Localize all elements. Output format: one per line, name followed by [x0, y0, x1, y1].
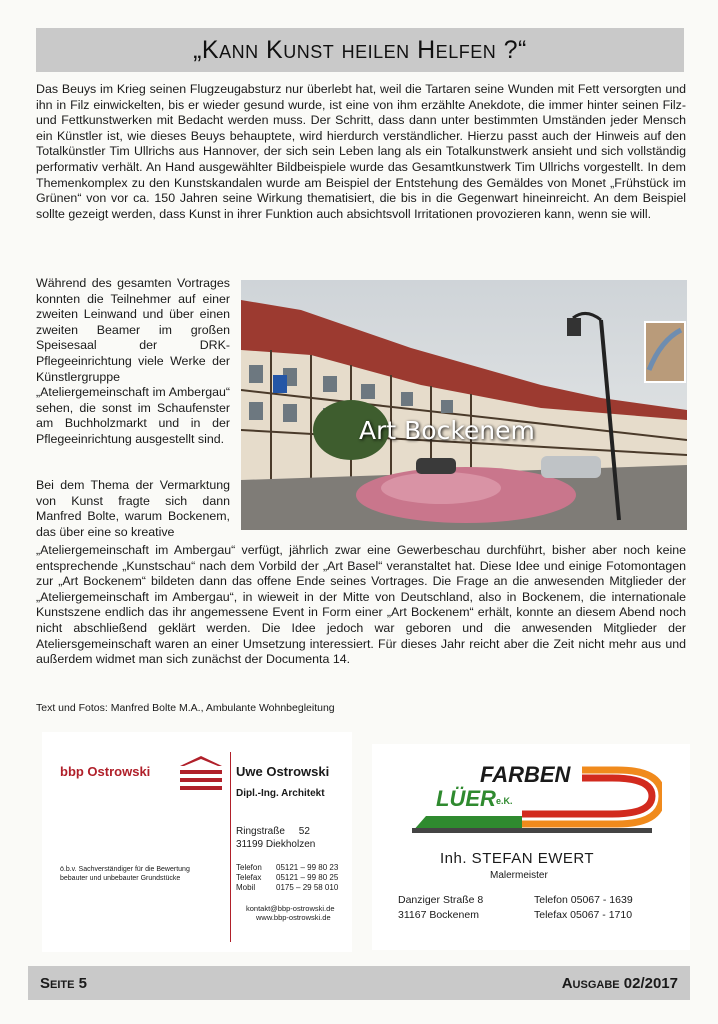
ostrowski-brand: bbp Ostrowski	[60, 764, 151, 779]
ostrowski-tagline-2: bebauter und unbebauter Grundstücke	[60, 875, 181, 882]
ostrowski-street: Ringstraße 52	[236, 826, 310, 837]
ad-farben-lueer	[372, 744, 690, 950]
ostrowski-tel-label: Telefon	[236, 863, 262, 872]
photo-caption: Art Bockenem	[359, 416, 535, 445]
intro-paragraph: Das Beuys im Krieg seinen Flugzeugabsturz nur überlebt hat, weil die Tartaren seine Wunden mit Fett versorgten und ihn in Filz einwickelten, bis er wieder gesund wurde, ist eine von ihm erzählte Anekdote, die immer hinter seinen Filz- und Fettkunstwerken mit Bedacht werden muss. Der Schritt, dass dann unter bestimmten Umständen jeder Mensch ein Künstler ist, wie dieses Beuys behauptete, wird hierdurch verständlicher. Hierzu passt auch der Hinweis auf den Totalkünstler Tim Ullrichs aus Hannover, der sich sein Leben lang als ein Totalkunstwerk ansieht und sich vollständig performativ verhält. An Hand ausgewählter Bildbeispiele wurde das Gesamtkunstwerk Tim Ullrichs vorgestellt. In dem Themenkomplex zu den Kunstskandalen wurde am Beispiel der Entstehung des Gemäldes von Monet „Frühstück im Grünen“ von vor ca. 150 Jahren seine Wirkung thematisiert, die bis in die Gegenwart hineinreicht. An dem Beispiel sollte gezeigt werden, dass Kunst in ihrer Funktion auch absichtsvoll Irritationen provozieren kann, wenn sie will.	[36, 82, 686, 221]
ostrowski-tel: 05121 – 99 80 23	[276, 863, 339, 872]
lueer-fax: Telefax 05067 - 1710	[534, 909, 633, 921]
lueer-word-lueer: LÜER	[436, 786, 496, 811]
ostrowski-web: www.bbp-ostrowski.de	[256, 913, 331, 922]
lueer-role: Malermeister	[490, 870, 548, 881]
ostrowski-city: 31199 Diekholzen	[236, 839, 316, 850]
lueer-suffix: e.K.	[496, 796, 513, 806]
ostrowski-tagline-1: ö.b.v. Sachverständiger für die Bewertung	[60, 866, 190, 873]
page-number: Seite 5	[40, 974, 87, 992]
ostrowski-mobil-label: Mobil	[236, 883, 256, 892]
lueer-owner: Inh. STEFAN EWERT	[440, 850, 595, 867]
lueer-tel: Telefon 05067 - 1639	[534, 894, 633, 906]
article-title: „Kann Kunst heilen Helfen ?“	[193, 35, 527, 64]
ostrowski-email: kontakt@bbp-ostrowski.de	[246, 904, 335, 913]
ostrowski-divider	[230, 752, 231, 942]
ostrowski-name: Uwe Ostrowski	[236, 764, 330, 779]
ostrowski-fax: 05121 – 99 80 25	[276, 873, 339, 882]
lueer-city: 31167 Bockenem	[398, 909, 479, 921]
lueer-word-farben: FARBEN	[480, 762, 571, 787]
ostrowski-fax-label: Telefax	[236, 873, 262, 882]
left-column-paragraph-2: Bei dem Thema der Vermarktung von Kunst fragte sich dann Manfred Bolte, warum Bockenem, das über eine so kreative	[36, 478, 230, 539]
ostrowski-logo-icon	[180, 756, 222, 794]
left-column-paragraph: Während des gesamten Vortrages konnten die Teilnehmer auf einer zweiten Leinwand und über einen zweiten Beamer im großen Speisesaal der DRK-Pflegeeinrichtung viele Werke der Künstlergruppe „Ateliergemeinschaft im Ambergau“ sehen, die sonst im Schaufenster am Buchholzmarkt und in der Pflegeeinrichtung ausgestellt sind.	[36, 276, 230, 446]
photo-art-bockenem	[241, 280, 687, 530]
title-bar	[36, 28, 684, 72]
photo-credit: Text und Fotos: Manfred Bolte M.A., Ambulante Wohnbegleitung	[36, 702, 335, 714]
continuation-paragraph: „Ateliergemeinschaft im Ambergau“ verfügt, jährlich zwar eine Gewerbeschau durchführt, bisher aber noch keine entsprechende „Kunstschau“ nach dem Vorbild der „Art Basel“ veranstaltet hat. Diese Idee und einige Fotomontagen zur „Art Bockenem“ bildeten dann das offene Ende seines Vortrages. Die Frage an die anwesenden Mitglieder der „Ateliergemeinschaft im Ambergau“, in wieweit in der Mitte von Deutschland, also in Bockenem, die internationale Kunstszene endlich das ihr angemessene Event in Form einer „Art Bockenem“ erhält, konnte an diesem Abend noch nicht abschließend geklärt werden. Die Idee jedoch war geboren und die anwesenden Mitglieder der Ateliersgemeinschaft waren an einer Umsetzung interessiert. Für dieses Jahr reicht aber die Zeit nicht mehr aus und außerdem widmet man sich zunächst der Documenta 14.	[36, 543, 686, 667]
lueer-street: Danziger Straße 8	[398, 894, 484, 906]
page-footer	[28, 966, 690, 1000]
issue-label: Ausgabe 02/2017	[561, 974, 678, 992]
ad-ostrowski	[42, 732, 352, 952]
ostrowski-title: Dipl.-Ing. Architekt	[236, 788, 325, 799]
ostrowski-mobil: 0175 – 29 58 010	[276, 883, 339, 892]
street-scene-illustration	[241, 280, 687, 530]
